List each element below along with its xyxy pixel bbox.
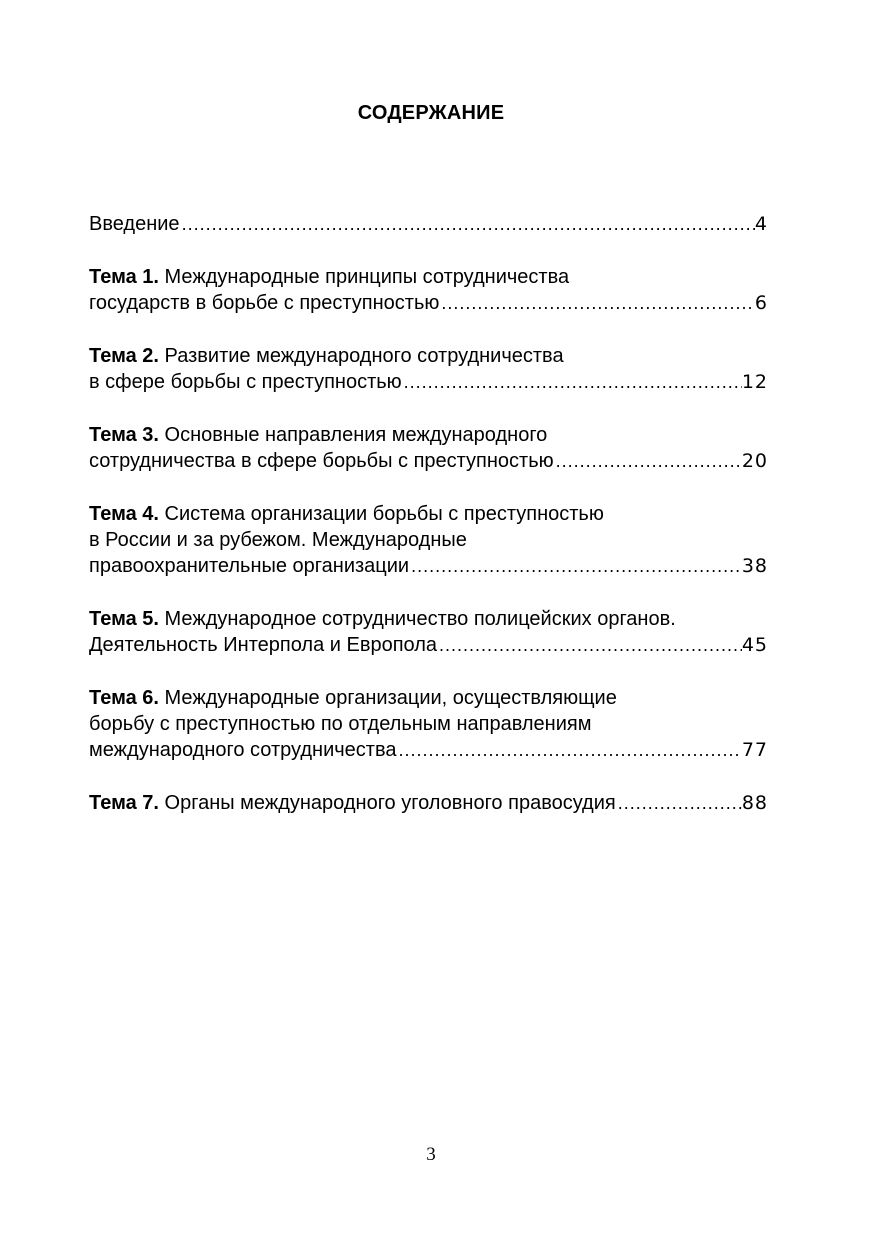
page-title: СОДЕРЖАНИЕ <box>357 102 505 124</box>
toc-label <box>89 553 409 579</box>
toc-label <box>89 448 554 474</box>
dot-leader <box>409 553 742 579</box>
toc-page-number: 20 <box>741 450 768 472</box>
toc-line-text: Международные принципы сотрудничества <box>164 266 570 288</box>
toc-line <box>89 527 768 553</box>
toc-line-text: Международное сотрудничество полицейских органов. <box>164 608 676 630</box>
toc-entry-topic-7[interactable] <box>89 790 768 816</box>
toc-line-text: Международные организации, осуществляющие <box>164 687 617 709</box>
toc-entry-introduction[interactable] <box>89 211 768 237</box>
toc-entry-topic-2[interactable] <box>89 343 768 395</box>
topic-number: Тема 1. <box>89 266 159 288</box>
toc-last-line <box>89 553 768 579</box>
toc-label <box>89 737 396 763</box>
topic-number: Тема 5. <box>89 608 159 630</box>
toc-last-line <box>89 790 768 816</box>
toc-last-line <box>89 290 768 316</box>
toc-label-text: международного сотрудничества <box>89 739 397 761</box>
dot-leader <box>616 790 742 816</box>
toc-line <box>89 606 768 632</box>
toc-label <box>89 632 437 658</box>
toc-label-text: в сфере борьбы с преступностью <box>89 371 402 393</box>
toc-label-text: Введение <box>89 213 180 235</box>
toc-entry-topic-1[interactable] <box>89 264 768 316</box>
toc-line-text: в России и за рубежом. Международные <box>89 529 467 551</box>
toc-label-text: правоохранительные организации <box>89 555 410 577</box>
toc-last-line <box>89 448 768 474</box>
toc-label <box>89 790 616 816</box>
toc-line-text: Основные направления международного <box>164 424 548 446</box>
toc-label <box>89 211 180 237</box>
dot-leader <box>396 737 741 763</box>
topic-number: Тема 4. <box>89 503 159 525</box>
toc-line <box>89 711 768 737</box>
toc-label <box>89 290 439 316</box>
toc-last-line <box>89 632 768 658</box>
dot-leader <box>439 290 755 316</box>
toc-line-text: Система организации борьбы с преступностью <box>164 503 604 525</box>
toc-page-number: 4 <box>754 213 768 235</box>
topic-number: Тема 2. <box>89 345 159 367</box>
toc-line <box>89 501 768 527</box>
toc-last-line <box>89 369 768 395</box>
toc-label-text: государств в борьбе с преступностью <box>89 292 440 314</box>
page-number: 3 <box>426 1144 436 1165</box>
toc-page-number: 38 <box>741 555 768 577</box>
dot-leader <box>437 632 742 658</box>
toc-page-number: 6 <box>754 292 768 314</box>
toc-page-number: 12 <box>741 371 768 393</box>
toc-entry-topic-6[interactable] <box>89 685 768 763</box>
dot-leader <box>554 448 742 474</box>
toc-line <box>89 343 768 369</box>
toc-entry-topic-3[interactable] <box>89 422 768 474</box>
toc-label-text: Деятельность Интерпола и Европола <box>89 634 437 656</box>
toc-last-line <box>89 737 768 763</box>
toc-line-text: Развитие международного сотрудничества <box>164 345 564 367</box>
toc-line <box>89 264 768 290</box>
toc-entry-topic-5[interactable] <box>89 606 768 658</box>
toc-page-number: 88 <box>741 792 768 814</box>
toc-label-text: Органы международного уголовного правосудия <box>164 792 616 814</box>
toc-page-number: 45 <box>741 634 768 656</box>
topic-number: Тема 3. <box>89 424 159 446</box>
dot-leader <box>402 369 742 395</box>
toc-entry-topic-4[interactable] <box>89 501 768 579</box>
toc-label <box>89 369 402 395</box>
toc-last-line <box>89 211 768 237</box>
toc-line-text: борьбу с преступностью по отдельным направлениям <box>89 713 592 735</box>
dot-leader <box>180 211 755 237</box>
toc-line <box>89 685 768 711</box>
toc-line <box>89 422 768 448</box>
toc-label-text: сотрудничества в сфере борьбы с преступностью <box>89 450 554 472</box>
table-of-contents <box>89 211 768 816</box>
topic-number: Тема 6. <box>89 687 159 709</box>
topic-number: Тема 7. <box>89 792 159 814</box>
toc-page-number: 77 <box>741 739 768 761</box>
